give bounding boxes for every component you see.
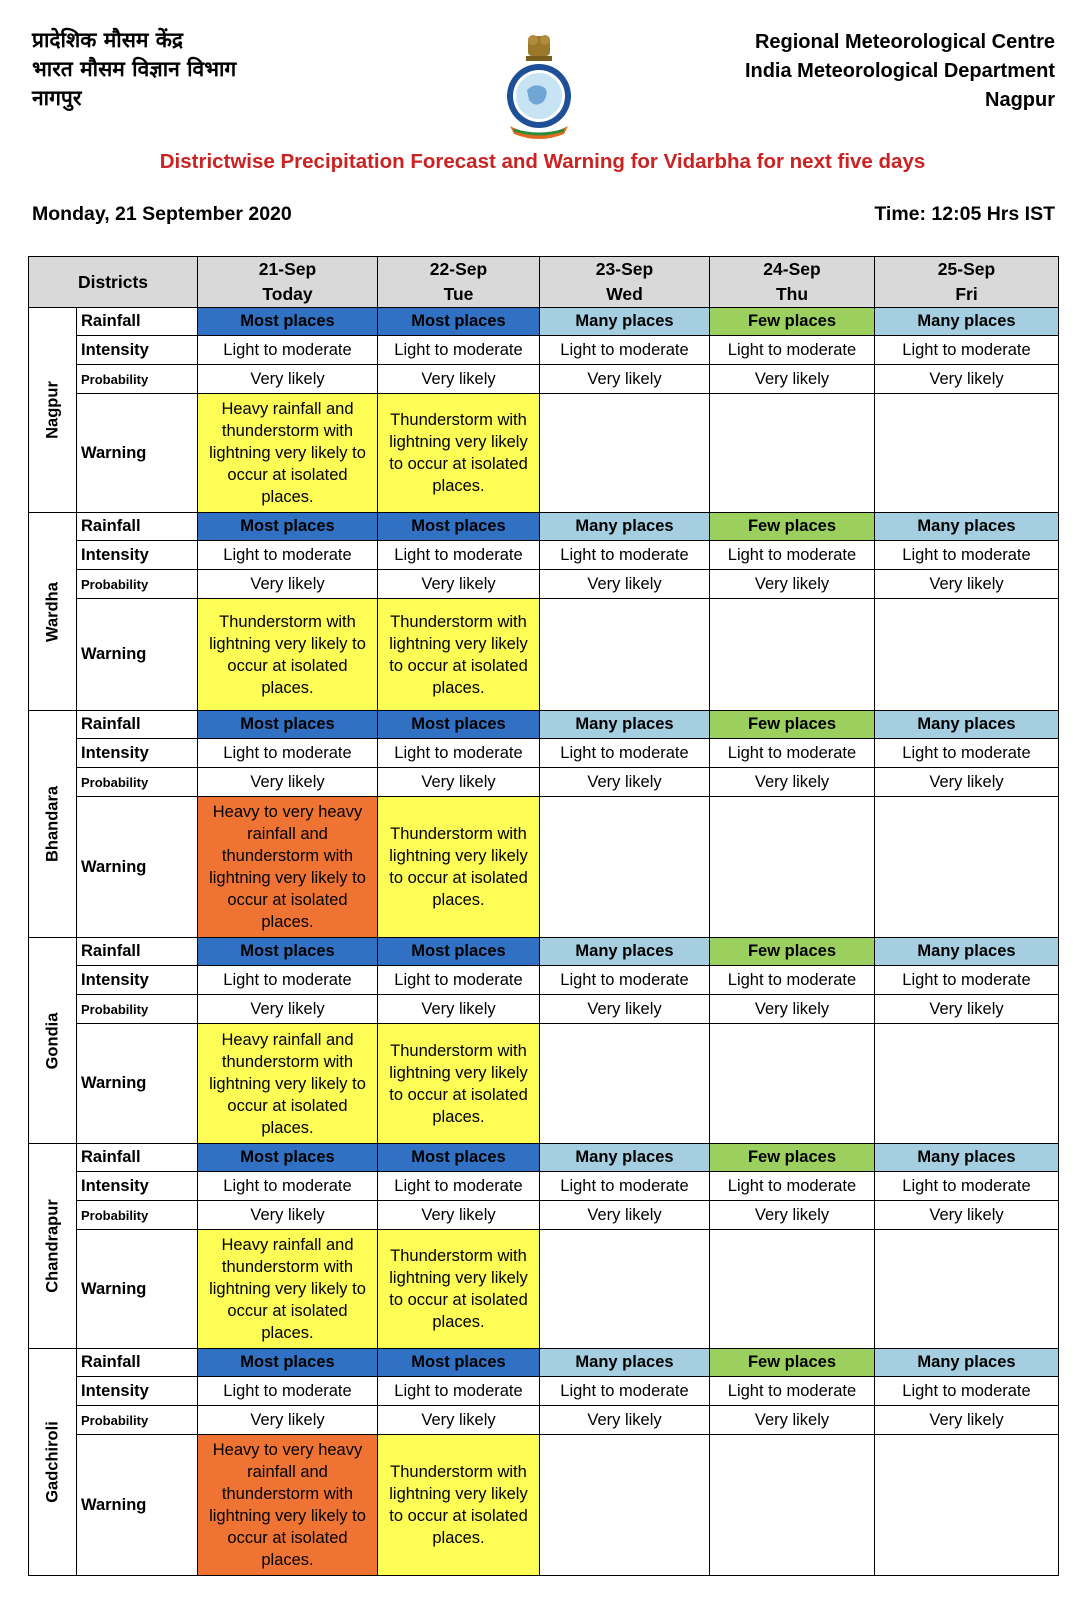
rainfall-cell: Most places	[198, 1144, 378, 1172]
rainfall-cell: Many places	[540, 513, 710, 541]
rainfall-cell: Many places	[540, 711, 710, 739]
intensity-cell: Light to moderate	[875, 336, 1059, 365]
probability-row	[29, 365, 1059, 394]
row-label-rainfall: Rainfall	[77, 1144, 198, 1172]
probability-cell: Very likely	[198, 1201, 378, 1230]
rainfall-row	[29, 1349, 1059, 1377]
intensity-cell: Light to moderate	[710, 541, 875, 570]
intensity-cell: Light to moderate	[710, 739, 875, 768]
probability-cell: Very likely	[710, 570, 875, 599]
intensity-cell: Light to moderate	[540, 739, 710, 768]
warning-cell: Heavy to very heavy rainfall and thunderstorm with lightning very likely to occur at isolated places.	[198, 797, 378, 938]
warning-cell	[710, 599, 875, 711]
district-cell	[29, 938, 77, 1144]
district-name: Chandrapur	[43, 1199, 61, 1293]
rainfall-row	[29, 1144, 1059, 1172]
intensity-cell: Light to moderate	[378, 1172, 540, 1201]
intensity-cell: Light to moderate	[378, 541, 540, 570]
intensity-row	[29, 739, 1059, 768]
probability-row	[29, 570, 1059, 599]
warning-cell: Heavy rainfall and thunderstorm with lightning very likely to occur at isolated places.	[198, 1230, 378, 1349]
row-label-intensity: Intensity	[77, 336, 198, 365]
probability-cell: Very likely	[378, 768, 540, 797]
intensity-row	[29, 336, 1059, 365]
rainfall-cell: Many places	[875, 711, 1059, 739]
intensity-cell: Light to moderate	[378, 966, 540, 995]
rainfall-cell: Most places	[198, 308, 378, 336]
warning-cell	[540, 797, 710, 938]
rainfall-cell: Many places	[540, 308, 710, 336]
row-label-warning: Warning	[77, 1230, 198, 1349]
warning-cell	[710, 1435, 875, 1576]
intensity-cell: Light to moderate	[540, 1377, 710, 1406]
district-cell	[29, 308, 77, 513]
rainfall-cell: Most places	[198, 513, 378, 541]
hindi-line: प्रादेशिक मौसम केंद्र	[32, 28, 184, 52]
intensity-row	[29, 541, 1059, 570]
warning-cell	[710, 1230, 875, 1349]
rainfall-cell: Most places	[378, 308, 540, 336]
warning-cell	[875, 797, 1059, 938]
warning-cell: Thunderstorm with lightning very likely to occur at isolated places.	[378, 1435, 540, 1576]
rainfall-cell: Many places	[875, 1144, 1059, 1172]
row-label-intensity: Intensity	[77, 966, 198, 995]
rainfall-cell: Most places	[198, 711, 378, 739]
probability-cell: Very likely	[198, 570, 378, 599]
warning-cell	[540, 394, 710, 513]
rainfall-cell: Most places	[378, 938, 540, 966]
rainfall-cell: Most places	[198, 938, 378, 966]
probability-cell: Very likely	[378, 365, 540, 394]
district-cell	[29, 1144, 77, 1349]
warning-row	[29, 599, 1059, 711]
district-name: Gadchiroli	[43, 1421, 61, 1503]
probability-cell: Very likely	[540, 365, 710, 394]
intensity-cell: Light to moderate	[198, 541, 378, 570]
probability-cell: Very likely	[378, 995, 540, 1024]
row-label-warning: Warning	[77, 1024, 198, 1144]
row-label-warning: Warning	[77, 1435, 198, 1576]
row-label-rainfall: Rainfall	[77, 938, 198, 966]
probability-cell: Very likely	[540, 1201, 710, 1230]
issue-time: Time: 12:05 Hrs IST	[874, 203, 1055, 225]
probability-cell: Very likely	[710, 995, 875, 1024]
probability-cell: Very likely	[710, 1406, 875, 1435]
probability-cell: Very likely	[875, 995, 1059, 1024]
warning-cell	[875, 1435, 1059, 1576]
district-name: Gondia	[43, 1012, 61, 1069]
probability-cell: Very likely	[710, 365, 875, 394]
row-label-probability: Probability	[77, 1406, 198, 1435]
row-label-intensity: Intensity	[77, 1172, 198, 1201]
probability-cell: Very likely	[198, 1406, 378, 1435]
probability-cell: Very likely	[540, 1406, 710, 1435]
rainfall-row	[29, 938, 1059, 966]
day-name: Wed	[606, 284, 643, 304]
day-header	[378, 257, 540, 308]
probability-cell: Very likely	[710, 768, 875, 797]
rainfall-cell: Many places	[875, 513, 1059, 541]
warning-cell	[875, 599, 1059, 711]
intensity-cell: Light to moderate	[875, 541, 1059, 570]
rainfall-cell: Few places	[710, 513, 875, 541]
rainfall-cell: Many places	[540, 1144, 710, 1172]
day-date: 21-Sep	[258, 259, 317, 279]
row-label-probability: Probability	[77, 995, 198, 1024]
row-label-probability: Probability	[77, 1201, 198, 1230]
districts-header: Districts	[29, 257, 198, 308]
probability-cell: Very likely	[198, 995, 378, 1024]
header-hindi	[32, 26, 236, 113]
day-header	[710, 257, 875, 308]
probability-row	[29, 1406, 1059, 1435]
warning-row	[29, 394, 1059, 513]
probability-cell: Very likely	[875, 1406, 1059, 1435]
intensity-cell: Light to moderate	[540, 336, 710, 365]
intensity-cell: Light to moderate	[378, 739, 540, 768]
warning-row	[29, 797, 1059, 938]
intensity-cell: Light to moderate	[198, 1172, 378, 1201]
intensity-cell: Light to moderate	[540, 966, 710, 995]
header-english	[745, 28, 1055, 115]
intensity-cell: Light to moderate	[378, 1377, 540, 1406]
warning-cell	[540, 1435, 710, 1576]
rainfall-cell: Most places	[378, 711, 540, 739]
intensity-cell: Light to moderate	[710, 1172, 875, 1201]
intensity-cell: Light to moderate	[198, 336, 378, 365]
warning-cell	[875, 1024, 1059, 1144]
warning-cell	[710, 1024, 875, 1144]
warning-cell: Thunderstorm with lightning very likely to occur at isolated places.	[378, 1230, 540, 1349]
rainfall-cell: Many places	[540, 938, 710, 966]
intensity-cell: Light to moderate	[198, 739, 378, 768]
probability-cell: Very likely	[378, 1406, 540, 1435]
rainfall-cell: Many places	[540, 1349, 710, 1377]
row-label-intensity: Intensity	[77, 739, 198, 768]
row-label-probability: Probability	[77, 365, 198, 394]
warning-cell: Thunderstorm with lightning very likely to occur at isolated places.	[378, 394, 540, 513]
probability-cell: Very likely	[198, 365, 378, 394]
intensity-cell: Light to moderate	[540, 541, 710, 570]
rainfall-cell: Many places	[875, 308, 1059, 336]
warning-cell: Thunderstorm with lightning very likely to occur at isolated places.	[378, 599, 540, 711]
intensity-cell: Light to moderate	[540, 1172, 710, 1201]
warning-cell	[710, 797, 875, 938]
row-label-intensity: Intensity	[77, 541, 198, 570]
rainfall-cell: Most places	[378, 1144, 540, 1172]
probability-row	[29, 995, 1059, 1024]
issue-date: Monday, 21 September 2020	[32, 203, 292, 225]
row-label-probability: Probability	[77, 570, 198, 599]
warning-cell	[540, 1024, 710, 1144]
rainfall-cell: Few places	[710, 711, 875, 739]
row-label-rainfall: Rainfall	[77, 308, 198, 336]
warning-row	[29, 1024, 1059, 1144]
warning-cell: Heavy rainfall and thunderstorm with lightning very likely to occur at isolated places.	[198, 1024, 378, 1144]
probability-cell: Very likely	[875, 365, 1059, 394]
imd-emblem-icon	[502, 30, 576, 140]
warning-row	[29, 1435, 1059, 1576]
warning-cell	[875, 1230, 1059, 1349]
district-name: Nagpur	[43, 381, 61, 439]
english-line: India Meteorological Department	[744, 60, 1055, 82]
intensity-cell: Light to moderate	[198, 1377, 378, 1406]
rainfall-cell: Few places	[710, 938, 875, 966]
district-cell	[29, 711, 77, 938]
day-name: Today	[262, 284, 313, 304]
rainfall-cell: Few places	[710, 1349, 875, 1377]
district-name: Bhandara	[43, 785, 61, 863]
rainfall-cell: Few places	[710, 1144, 875, 1172]
hindi-line: भारत मौसम विज्ञान विभाग	[32, 57, 237, 81]
warning-cell: Thunderstorm with lightning very likely to occur at isolated places.	[378, 797, 540, 938]
day-header	[540, 257, 710, 308]
intensity-cell: Light to moderate	[198, 966, 378, 995]
warning-cell	[540, 1230, 710, 1349]
rainfall-row	[29, 308, 1059, 336]
probability-cell: Very likely	[540, 768, 710, 797]
day-header	[875, 257, 1059, 308]
rainfall-row	[29, 513, 1059, 541]
warning-cell: Heavy rainfall and thunderstorm with lightning very likely to occur at isolated places.	[198, 394, 378, 513]
row-label-warning: Warning	[77, 797, 198, 938]
intensity-cell: Light to moderate	[875, 739, 1059, 768]
page-title: Districtwise Precipitation Forecast and Warning for Vidarbha for next five days	[159, 150, 926, 173]
rainfall-cell: Most places	[198, 1349, 378, 1377]
intensity-row	[29, 1377, 1059, 1406]
intensity-cell: Light to moderate	[875, 966, 1059, 995]
warning-cell	[540, 599, 710, 711]
rainfall-cell: Most places	[378, 1349, 540, 1377]
intensity-cell: Light to moderate	[875, 1172, 1059, 1201]
probability-row	[29, 1201, 1059, 1230]
warning-cell	[710, 394, 875, 513]
row-label-intensity: Intensity	[77, 1377, 198, 1406]
intensity-cell: Light to moderate	[710, 336, 875, 365]
rainfall-cell: Many places	[875, 1349, 1059, 1377]
warning-cell: Heavy to very heavy rainfall and thunderstorm with lightning very likely to occur at isolated places.	[198, 1435, 378, 1576]
english-line: Nagpur	[985, 89, 1055, 111]
row-label-rainfall: Rainfall	[77, 1349, 198, 1377]
row-label-rainfall: Rainfall	[77, 711, 198, 739]
warning-row	[29, 1230, 1059, 1349]
probability-cell: Very likely	[875, 768, 1059, 797]
day-name: Thu	[775, 284, 809, 304]
hindi-line: नागपुर	[32, 86, 82, 110]
row-label-warning: Warning	[77, 394, 198, 513]
day-name: Fri	[955, 284, 978, 304]
intensity-cell: Light to moderate	[378, 336, 540, 365]
probability-cell: Very likely	[378, 1201, 540, 1230]
row-label-rainfall: Rainfall	[77, 513, 198, 541]
intensity-cell: Light to moderate	[710, 1377, 875, 1406]
header-row	[29, 257, 1059, 308]
intensity-cell: Light to moderate	[710, 966, 875, 995]
probability-cell: Very likely	[198, 768, 378, 797]
day-header	[198, 257, 378, 308]
day-date: 23-Sep	[595, 259, 654, 279]
district-name: Wardha	[43, 581, 61, 642]
intensity-cell: Light to moderate	[875, 1377, 1059, 1406]
probability-cell: Very likely	[875, 1201, 1059, 1230]
day-date: 24-Sep	[763, 259, 821, 279]
forecast-body	[29, 308, 1059, 1576]
probability-cell: Very likely	[378, 570, 540, 599]
intensity-row	[29, 966, 1059, 995]
day-date: 22-Sep	[429, 259, 488, 279]
row-label-probability: Probability	[77, 768, 198, 797]
warning-cell: Thunderstorm with lightning very likely to occur at isolated places.	[198, 599, 378, 711]
rainfall-cell: Many places	[875, 938, 1059, 966]
warning-cell: Thunderstorm with lightning very likely to occur at isolated places.	[378, 1024, 540, 1144]
probability-cell: Very likely	[540, 570, 710, 599]
district-cell	[29, 513, 77, 711]
day-name: Tue	[443, 284, 474, 304]
rainfall-row	[29, 711, 1059, 739]
warning-cell	[875, 394, 1059, 513]
intensity-row	[29, 1172, 1059, 1201]
row-label-warning: Warning	[77, 599, 198, 711]
probability-cell: Very likely	[710, 1201, 875, 1230]
rainfall-cell: Few places	[710, 308, 875, 336]
probability-cell: Very likely	[875, 570, 1059, 599]
english-line: Regional Meteorological Centre	[754, 31, 1055, 53]
rainfall-cell: Most places	[378, 513, 540, 541]
forecast-table	[28, 256, 1059, 1576]
day-date: 25-Sep	[937, 259, 996, 279]
district-cell	[29, 1349, 77, 1576]
probability-cell: Very likely	[540, 995, 710, 1024]
probability-row	[29, 768, 1059, 797]
